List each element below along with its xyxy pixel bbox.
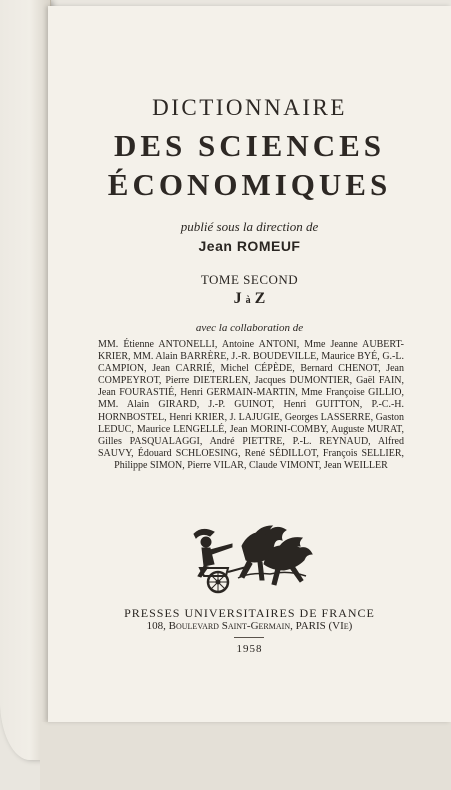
volume-range bbox=[48, 290, 451, 308]
chariot-emblem-icon bbox=[184, 520, 318, 600]
editor-name: Jean ROMEUF bbox=[198, 238, 301, 254]
range-from: J bbox=[233, 290, 242, 307]
publication-year: 1958 bbox=[236, 643, 263, 655]
collaboration-intro: avec la collaboration de bbox=[195, 322, 304, 334]
published-under-text: publié sous la direction de bbox=[180, 219, 319, 234]
range-to: Z bbox=[254, 290, 266, 307]
title-line-1: DICTIONNAIRE bbox=[152, 95, 347, 120]
title-line-2: DES SCIENCES bbox=[113, 128, 386, 163]
title-line-3: ÉCONOMIQUES bbox=[107, 167, 392, 202]
range-separator: à bbox=[245, 295, 251, 306]
volume-label: TOME SECOND bbox=[200, 272, 299, 287]
collaborators-list: MM. Étienne ANTONELLI, Antoine ANTONI, Mme Jeanne AUBERT-KRIER, MM. Alain BARRÈRE, J.-R. BOUDEVILLE, Maurice BYÉ, G.-L. CAMPION, Jean CARRIÉ, Michel CÉPÈDE, Bernard CHENOT, Jean COMPEYROT, Pierre DIETERLEN, Jacques DUMONTIER, Gaël FAIN, Jean FOURASTIÉ, Henri GERMAIN-MARTIN, Mme Françoise GILLIO, MM. Alain GIRARD, J.-P. GUINOT, Henri GUITTON, P.-C.-H. HORNBOSTEL, Henri KRIER, J. LAJUGIE, Georges LASSERRE, Gaston LEDUC, Maurice LENGELLÉ, Jean MORINI-COMBY, Auguste MURAT, Gilles PASQUALAGGI, André PIETTRE, P.-L. REYNAUD, Alfred SAUVY, Édouard SCHLOESING, René SÉDILLOT, François SELLIER, Philippe SIMON, Pierre VILAR, Claude VIMONT, Jean WEILLER bbox=[98, 339, 404, 471]
publisher-address: 108, Boulevard Saint-Germain, PARIS (VIe) bbox=[146, 620, 353, 632]
divider-rule bbox=[234, 637, 264, 638]
facing-page-edge bbox=[0, 0, 51, 760]
book-bottom-edge bbox=[40, 722, 451, 790]
publisher-name: PRESSES UNIVERSITAIRES DE FRANCE bbox=[124, 606, 375, 620]
